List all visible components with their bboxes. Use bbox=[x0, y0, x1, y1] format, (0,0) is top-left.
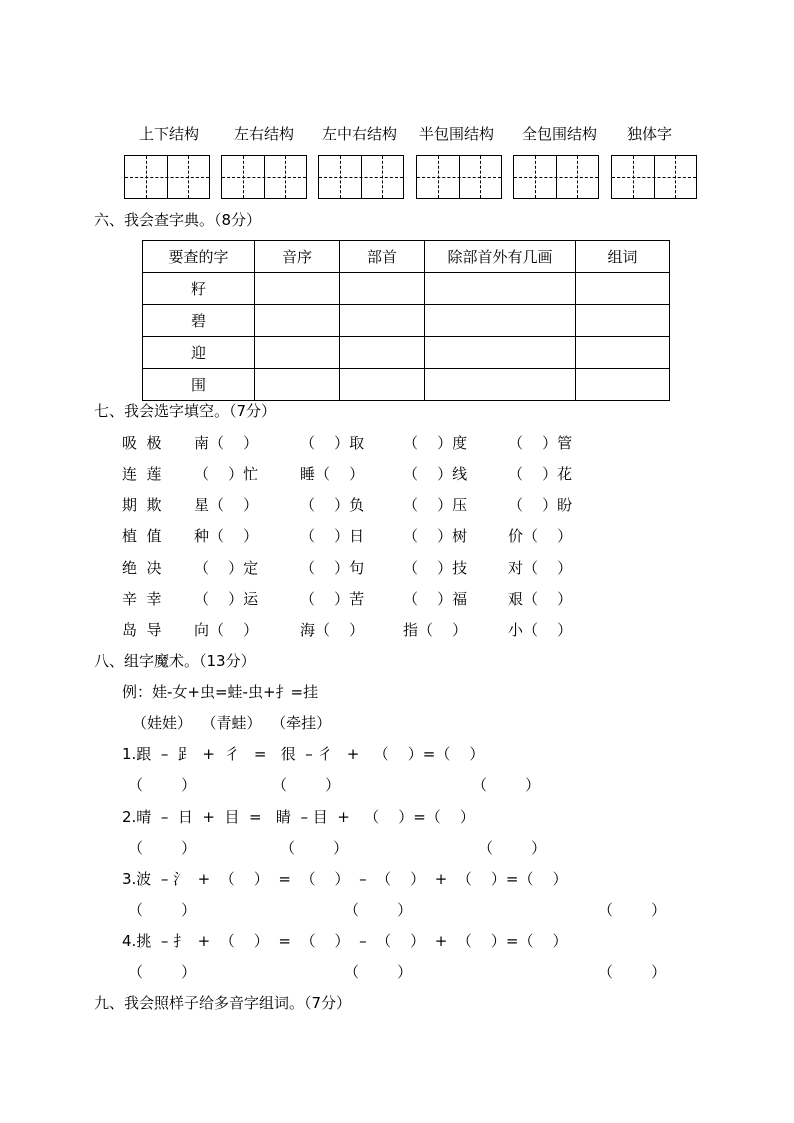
table-header: 组词 bbox=[576, 241, 670, 273]
section-title: 六、我会查字典。（8分） bbox=[94, 211, 262, 229]
word-blank[interactable]: （ ） bbox=[128, 839, 197, 857]
blank-item[interactable]: 南（ ） bbox=[194, 434, 259, 452]
word-blank[interactable]: （ ） bbox=[280, 839, 349, 857]
blank-item[interactable]: （ ）度 bbox=[403, 434, 468, 452]
blank-item[interactable]: （ ）负 bbox=[300, 496, 365, 514]
table-char: 围 bbox=[143, 369, 255, 401]
table-header: 要查的字 bbox=[143, 241, 255, 273]
structure-label: 左右结构 bbox=[234, 125, 295, 143]
blank-item[interactable]: 对（ ） bbox=[508, 559, 573, 577]
structure-label: 上下结构 bbox=[139, 125, 200, 143]
answer-cell[interactable] bbox=[255, 273, 340, 305]
question-2: 2.晴 – 日 + 目 = 睛 – 目 + （ ）=（ ） bbox=[122, 808, 475, 826]
table-char: 籽 bbox=[143, 273, 255, 305]
choice-pair: 岛 导 bbox=[122, 621, 162, 639]
blank-item[interactable]: 海（ ） bbox=[300, 621, 365, 639]
question-3: 3.波 – 氵 + （ ） = （ ） – （ ） + （ ）=（ ） bbox=[122, 870, 568, 888]
table-header: 部首 bbox=[340, 241, 425, 273]
blank-item[interactable]: 指（ ） bbox=[403, 621, 468, 639]
word-blank[interactable]: （ ） bbox=[128, 901, 197, 919]
blank-item[interactable]: （ ）日 bbox=[300, 527, 365, 545]
writing-grid[interactable] bbox=[318, 155, 404, 199]
writing-grid[interactable] bbox=[124, 155, 210, 199]
question-1: 1.跟 – 𧾷 + 彳 = 很 – 彳 + （ ）=（ ） bbox=[122, 745, 485, 763]
word-blank[interactable]: （ ） bbox=[472, 776, 541, 794]
word-blank[interactable]: （ ） bbox=[344, 901, 413, 919]
blank-item[interactable]: 小（ ） bbox=[508, 621, 573, 639]
table-char: 碧 bbox=[143, 305, 255, 337]
structure-label: 左中右结构 bbox=[322, 125, 398, 143]
blank-item[interactable]: （ ）取 bbox=[300, 434, 365, 452]
structure-label: 独体字 bbox=[627, 125, 673, 143]
word-blank[interactable]: （ ） bbox=[344, 963, 413, 981]
writing-grid[interactable] bbox=[611, 155, 697, 199]
choice-pair: 绝 决 bbox=[122, 559, 162, 577]
blank-item[interactable]: （ ）福 bbox=[403, 590, 468, 608]
word-blank[interactable]: （ ） bbox=[128, 776, 197, 794]
choice-pair: 期 欺 bbox=[122, 496, 162, 514]
example-text: 例：娃-女+虫=蛙-虫+扌=挂 bbox=[122, 683, 319, 701]
choice-pair: 连 莲 bbox=[122, 465, 162, 483]
blank-item[interactable]: （ ）句 bbox=[300, 559, 365, 577]
answer-cell[interactable] bbox=[255, 369, 340, 401]
answer-cell[interactable] bbox=[576, 337, 670, 369]
word-blank[interactable]: （ ） bbox=[478, 839, 547, 857]
answer-cell[interactable] bbox=[576, 305, 670, 337]
question-4: 4.挑 – 扌 + （ ） = （ ） – （ ） + （ ）=（ ） bbox=[122, 932, 568, 950]
blank-item[interactable]: （ ）花 bbox=[508, 465, 573, 483]
blank-item[interactable]: （ ）技 bbox=[403, 559, 468, 577]
blank-item[interactable]: （ ）盼 bbox=[508, 496, 573, 514]
answer-cell[interactable] bbox=[340, 337, 425, 369]
dictionary-table bbox=[142, 240, 670, 401]
answer-cell[interactable] bbox=[425, 337, 576, 369]
blank-item[interactable]: （ ）树 bbox=[403, 527, 468, 545]
answer-cell[interactable] bbox=[255, 305, 340, 337]
answer-cell[interactable] bbox=[425, 369, 576, 401]
blank-item[interactable]: （ ）定 bbox=[194, 559, 259, 577]
table-header: 音序 bbox=[255, 241, 340, 273]
answer-cell[interactable] bbox=[425, 305, 576, 337]
blank-item[interactable]: 星（ ） bbox=[194, 496, 259, 514]
writing-grid[interactable] bbox=[221, 155, 307, 199]
word-blank[interactable]: （ ） bbox=[598, 963, 667, 981]
choice-pair: 植 值 bbox=[122, 527, 162, 545]
blank-item[interactable]: （ ）苦 bbox=[300, 590, 365, 608]
blank-item[interactable]: 价（ ） bbox=[508, 527, 573, 545]
table-header: 除部首外有几画 bbox=[425, 241, 576, 273]
answer-cell[interactable] bbox=[340, 273, 425, 305]
writing-grid[interactable] bbox=[416, 155, 502, 199]
blank-item[interactable]: （ ）忙 bbox=[194, 465, 259, 483]
answer-cell[interactable] bbox=[576, 273, 670, 305]
answer-cell[interactable] bbox=[255, 337, 340, 369]
structure-label: 全包围结构 bbox=[522, 125, 598, 143]
section-title: 七、我会选字填空。（7分） bbox=[94, 402, 277, 420]
blank-item[interactable]: （ ）管 bbox=[508, 434, 573, 452]
word-blank[interactable]: （ ） bbox=[598, 901, 667, 919]
blank-item[interactable]: 睡（ ） bbox=[300, 465, 365, 483]
table-char: 迎 bbox=[143, 337, 255, 369]
answer-cell[interactable] bbox=[425, 273, 576, 305]
blank-item[interactable]: 艰（ ） bbox=[508, 590, 573, 608]
blank-item[interactable]: 种（ ） bbox=[194, 527, 259, 545]
writing-grid[interactable] bbox=[513, 155, 599, 199]
section-title: 八、组字魔术。（13分） bbox=[94, 652, 256, 670]
blank-item[interactable]: （ ）线 bbox=[403, 465, 468, 483]
answer-cell[interactable] bbox=[576, 369, 670, 401]
section-title: 九、我会照样子给多音字组词。（7分） bbox=[94, 994, 352, 1012]
answer-cell[interactable] bbox=[340, 369, 425, 401]
choice-pair: 辛 幸 bbox=[122, 590, 162, 608]
structure-label: 半包围结构 bbox=[419, 125, 495, 143]
blank-item[interactable]: 向（ ） bbox=[194, 621, 259, 639]
word-blank[interactable]: （ ） bbox=[272, 776, 341, 794]
blank-item[interactable]: （ ）运 bbox=[194, 590, 259, 608]
example-words: （娃娃） （青蛙） （牵挂） bbox=[132, 714, 332, 732]
word-blank[interactable]: （ ） bbox=[128, 963, 197, 981]
blank-item[interactable]: （ ）压 bbox=[403, 496, 468, 514]
answer-cell[interactable] bbox=[340, 305, 425, 337]
choice-pair: 吸 极 bbox=[122, 434, 162, 452]
